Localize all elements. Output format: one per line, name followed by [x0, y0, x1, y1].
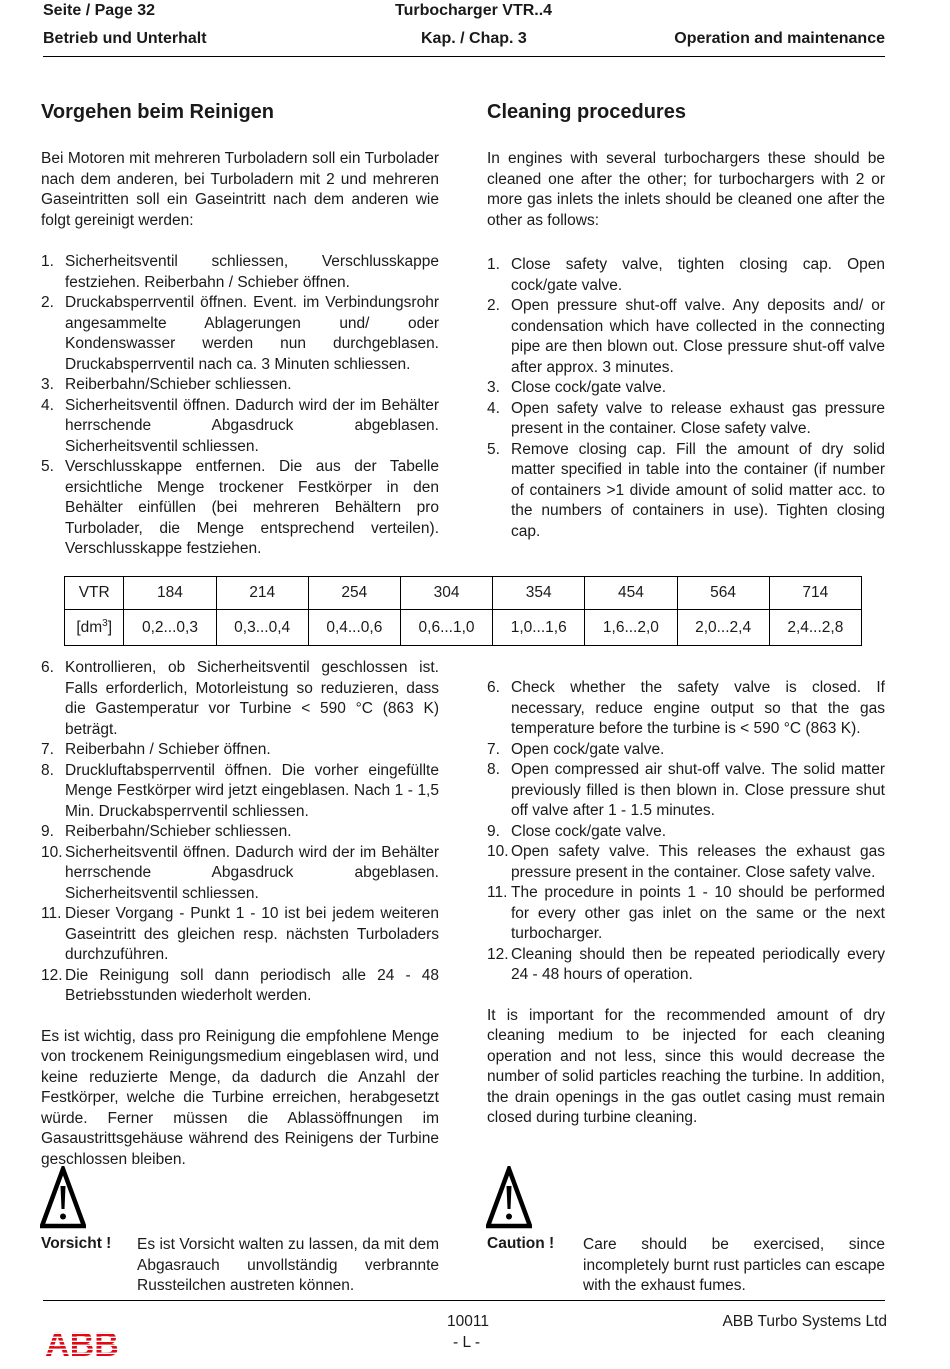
list-item: 10. Sicherheitsventil öffnen. Dadurch wird der im Behälter herrschende Abgasdruck abgeblasen. Sicherheitsventil schliessen. [41, 843, 439, 902]
svg-text:ABB: ABB [45, 1326, 119, 1360]
table-cell: 1,6...2,0 [585, 610, 677, 646]
table-cell: 0,4...0,6 [308, 610, 400, 646]
list-item: 11. The procedure in points 1 - 10 should be performed for every other gas inlet on the same or the next turbocharger. [487, 884, 885, 942]
table-row [65, 577, 862, 610]
warning-triangle-icon [40, 1166, 86, 1229]
table-cell: VTR [65, 577, 124, 610]
list-item: 12. Die Reinigung soll dann periodisch alle 24 - 48 Betriebsstunden wiederholt werden. [41, 966, 439, 1004]
document-number: 10011 [447, 1313, 489, 1330]
list-item: 3. Close cock/gate valve. [487, 379, 667, 396]
list-item: 12. Cleaning should then be repeated periodically every 24 - 48 hours of operation. [487, 945, 885, 983]
list-item: 7. Open cock/gate valve. [487, 740, 665, 758]
section-title-en: Operation and maintenance [674, 30, 885, 47]
list-item: 9. Reiberbahn/Schieber schliessen. [41, 823, 292, 840]
en-steps-6-12 [487, 678, 885, 986]
de-steps-6-12 [41, 658, 439, 1007]
de-warning-text: Es ist Vorsicht walten zu lassen, da mit dem Abgasrauch unvollständig verbrannte Russteilchen austreten können. [137, 1236, 439, 1294]
list-item: 3. Reiberbahn/Schieber schliessen. [41, 376, 292, 393]
table-cell: 0,2...0,3 [124, 610, 216, 646]
en-closing-paragraph: It is important for the recommended amount of dry cleaning medium to be injected for each cleaning operation and not less, since this would decrease the number of solid particles reaching the turbine. In addition, the drain openings in the gas outlet casing must remain closed during turbine cleaning. [487, 1006, 885, 1126]
list-item: 10. Open safety valve. This releases the exhaust gas pressure present in the container. Close safety valve. [487, 843, 885, 881]
list-item: 2. Open pressure shut-off valve. Any deposits and/ or condensation which have collected in the connecting pipe are then blown out. Close pressure shut-off valve after approx. 3 minutes. [487, 297, 885, 376]
chapter-label: Kap. / Chap. 3 [421, 30, 527, 47]
en-intro: In engines with several turbochargers these should be cleaned one after the other; for turbochargers with 2 or more gas inlets the inlets should be cleaned one after the other as follows: [487, 150, 885, 229]
de-steps-1-5 [41, 252, 439, 560]
de-upper-column [41, 101, 439, 560]
list-item: 8. Druckluftabsperrventil öffnen. Die vorher eingefüllte Menge Festkörper wird jetzt eingeblasen. Nach 1 - 1,5 Min. Druckabsperrventil schliessen. [41, 761, 439, 820]
table-cell: 2,4...2,8 [769, 610, 861, 646]
en-upper-column [487, 101, 885, 542]
section-title-de: Betrieb und Unterhalt [43, 30, 207, 47]
table-cell: 714 [769, 577, 861, 610]
table-cell: 354 [493, 577, 585, 610]
table-cell: 254 [308, 577, 400, 610]
footer-rule [43, 1300, 885, 1301]
list-item: 4. Open safety valve to release exhaust gas pressure present in the container. Close safety valve. [487, 399, 885, 437]
revision-label: - L - [453, 1334, 480, 1351]
table-cell: 2,0...2,4 [677, 610, 769, 646]
list-item: 9. Close cock/gate valve. [487, 822, 667, 840]
table-cell: 184 [124, 577, 216, 610]
de-lower-column [41, 658, 439, 1170]
table-cell: 0,6...1,0 [400, 610, 492, 646]
table-cell: 0,3...0,4 [216, 610, 308, 646]
list-item: 2. Druckabsperrventil öffnen. Event. im Verbindungsrohr angesammelte Ablagerungen und/ oder Kondenswasser werden nun durchgeblasen. Druckabsperrventil nach ca. 3 Minuten schliessen. [41, 294, 439, 373]
en-steps-1-5 [487, 255, 885, 542]
en-warning-label: Caution ! [487, 1235, 555, 1252]
list-item: 5. Verschlusskappe entfernen. Die aus der Tabelle ersichtliche Menge trockener Festkörper in den Behälter einfüllen (bei mehreren Behältern pro Turbolader, die Menge entsprechend verteilen). Verschlusskappe festziehen. [41, 458, 439, 557]
product-name: Turbocharger VTR..4 [395, 2, 553, 19]
table-cell: 564 [677, 577, 769, 610]
table-cell: 454 [585, 577, 677, 610]
list-item: 8. Open compressed air shut-off valve. The solid matter previously filled is then blown in. Close pressure shut off valve after 1 - 1.5 minutes. [487, 761, 885, 819]
list-item: 1. Sicherheitsventil schliessen, Verschlusskappe festziehen. Reiberbahn / Schieber öffnen. [41, 253, 439, 291]
abb-logo [43, 1326, 121, 1360]
table-cell: 304 [400, 577, 492, 610]
list-item: 6. Check whether the safety valve is closed. If necessary, reduce engine output so that the gas temperature before the turbine is < 590 °C (863 K). [487, 679, 885, 737]
list-item: 5. Remove closing cap. Fill the amount of dry solid matter specified in table into the container (if number of containers >1 divide amount of solid matter acc. to the numbers of containers in use). Tighten closing cap. [487, 440, 885, 540]
table-cell: 1,0...1,6 [493, 610, 585, 646]
table-cell: 214 [216, 577, 308, 610]
de-warning-label: Vorsicht ! [41, 1235, 112, 1252]
list-item: 6. Kontrollieren, ob Sicherheitsventil geschlossen ist. Falls erforderlich, Motorleistung so reduzieren, dass die Gastemperatur vor Turbine < 590 °C (863 K) beträgt. [41, 659, 439, 738]
list-item: 7. Reiberbahn / Schieber öffnen. [41, 741, 271, 758]
de-closing-paragraph: Es ist wichtig, dass pro Reinigung die empfohlene Menge von trockenem Reinigungsmedium eingeblasen wird, und keine reduzierte Menge, da dadurch die Anzahl der Festkörper, welche die Turbine erreichen, herabgesetzt würde. Ferner müssen die Ablassöffnungen im Gasaustrittsgehäuse während des Reinigens der Turbine geschlossen bleiben. [41, 1027, 439, 1168]
list-item: 11. Dieser Vorgang - Punkt 1 - 10 ist bei jedem weiteren Gaseintritt des gleichen resp. nächsten Turboladers durchzuführen. [41, 905, 439, 963]
en-lower-column [487, 678, 885, 1129]
de-heading: Vorgehen beim Reinigen [41, 101, 274, 123]
cleaning-amount-table [64, 576, 862, 646]
table-cell: $[dm^3]$ [65, 610, 124, 646]
en-heading: Cleaning procedures [487, 101, 686, 123]
list-item: 4. Sicherheitsventil öffnen. Dadurch wird der im Behälter herrschende Abgasdruck abgeblasen. Sicherheitsventil schliessen. [41, 396, 439, 455]
list-item: 1. Close safety valve, tighten closing cap. Open cock/gate valve. [487, 256, 885, 294]
warning-triangle-icon [486, 1166, 532, 1229]
de-intro: Bei Motoren mit mehreren Turboladern soll ein Turbolader nach dem anderen, bei Turboladern mit 2 und mehreren Gaseintritten soll ein Gaseintritt nach dem anderen wie folgt gereinigt werden: [41, 150, 439, 229]
en-warning-text: Care should be exercised, since incompletely burnt rust particles can escape with the exhaust fumes. [583, 1236, 885, 1294]
header-rule [43, 56, 885, 57]
company-name: ABB Turbo Systems Ltd [722, 1313, 887, 1330]
page-number: Seite / Page 32 [43, 2, 156, 19]
table-row [65, 610, 862, 646]
